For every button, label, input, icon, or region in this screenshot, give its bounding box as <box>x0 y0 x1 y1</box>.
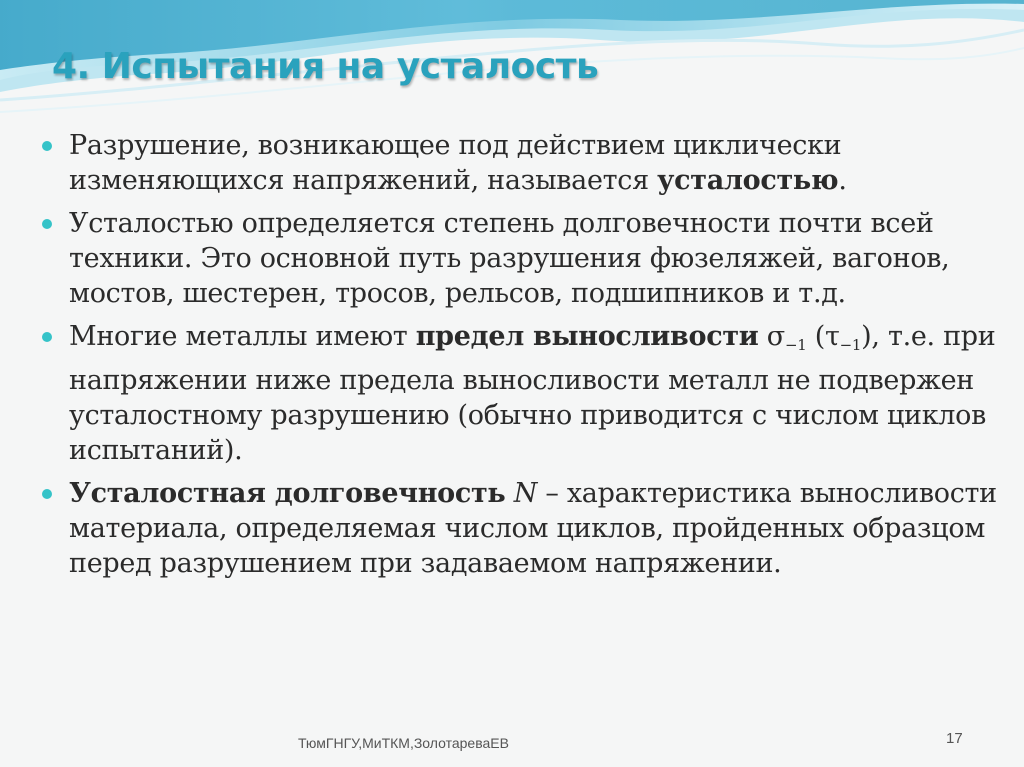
sigma-symbol: σ <box>766 321 785 352</box>
bullet-fatigue-definition: Разрушение, возникающее под действием циклически изменяющихся напряжений, называется усталостью. <box>40 128 1000 198</box>
bullet-fatigue-life: Усталостная долговечность N – характеристика выносливости материала, определяемая числом циклов, пройденных образцом перед разрушением при задаваемом напряжении. <box>40 476 1000 581</box>
tau-symbol: (τ <box>806 321 840 352</box>
bullet-marker-icon <box>42 332 52 342</box>
bullet-endurance-limit: Многие металлы имеют предел выносливости $\sigma_{-1}$ $(\tau_{-1})$, т.е. при напряжении ниже предела выносливости металл не подвержен усталостному разрушению (обычно приводится с числом циклов испытаний). <box>40 319 1000 468</box>
bullet-marker-icon <box>42 219 52 229</box>
cycles-symbol: N <box>513 478 538 509</box>
page-number: 17 <box>946 730 963 747</box>
bullet-marker-icon <box>42 489 52 499</box>
footer-author: ТюмГНГУ,МиТКМ,ЗолотареваЕВ <box>298 735 509 751</box>
sigma-subscript: −1 <box>784 336 807 354</box>
bullet-durability: Усталостью определяется степень долговечности почти всей техники. Это основной путь разрушения фюзеляжей, вагонов, мостов, шестерен, тросов, рельсов, подшипников и т.д. <box>40 206 1000 311</box>
bullet-list <box>40 128 1000 589</box>
bullet-marker-icon <box>42 141 52 151</box>
tau-subscript: −1 <box>839 336 862 354</box>
slide-title: 4. Испытания на усталость <box>52 46 599 87</box>
